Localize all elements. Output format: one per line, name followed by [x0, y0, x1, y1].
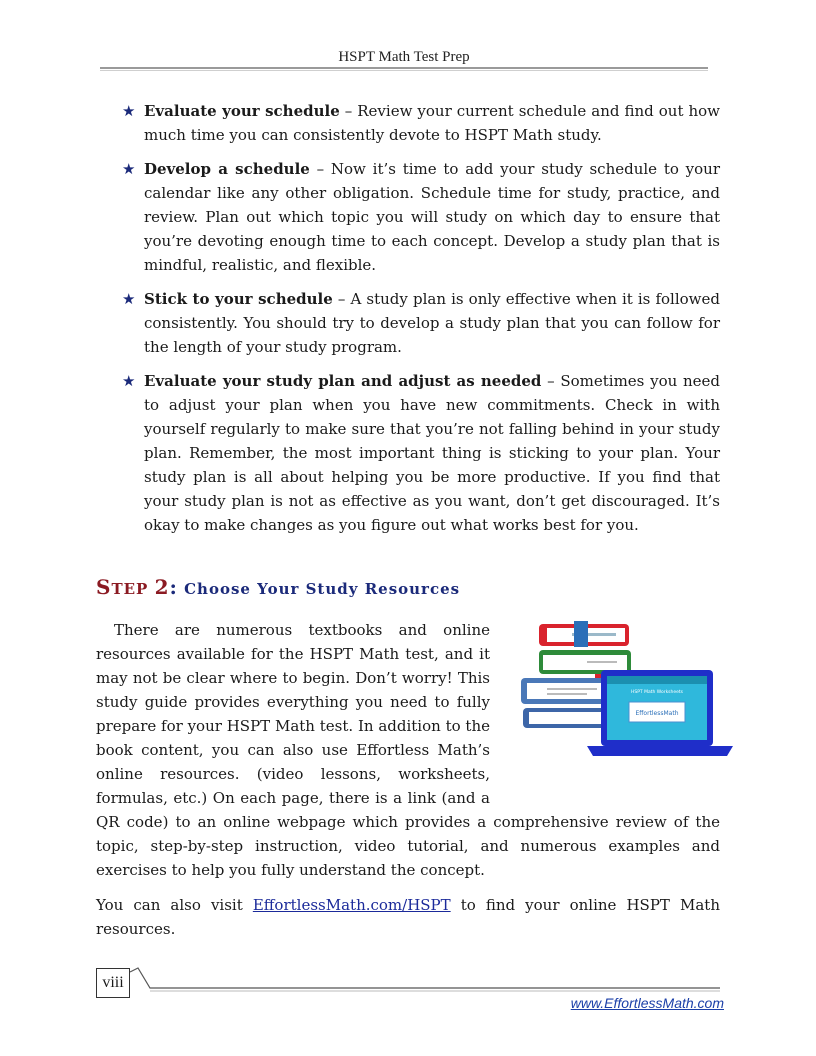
bullet-term: Develop a schedule [144, 160, 310, 178]
heading-step-number: 2 [154, 575, 170, 599]
bullet-item [122, 369, 720, 537]
resources-link[interactable]: EffortlessMath.com/HSPT [252, 896, 451, 914]
bullet-term: Evaluate your study plan and adjust as needed [144, 372, 542, 390]
visit-text-before: You can also visit [96, 896, 253, 914]
bullet-term: Evaluate your schedule [144, 102, 340, 120]
screen-title: HSPT Math Worksheets [630, 690, 684, 695]
bullet-item [122, 157, 720, 277]
page-number: viii [96, 968, 130, 998]
heading-initial: S [96, 575, 112, 599]
bullet-text: – Now it’s time to add your study schedule to your calendar like any other obligation. Schedule time for study, practice, and review. Plan out which topic you will study on which day to ensure that you’re devoting enough time to each concept. Develop a study plan that is mindful, realistic, and flexible. [144, 160, 720, 274]
schedule-bullet-list [122, 99, 720, 547]
star-icon: ★ [122, 160, 136, 178]
resources-text: There are numerous textbooks and online resources available for the HSPT Math test, and it may not be clear where to begin. Don’t worry! This study guide provides everything you need to fully prepare for your HSPT Math test. In addition to the book content, you can also use Effortless Math’s online resources. (video lessons, worksheets, formulas, etc.) On each page, there is a link (and a QR code) to an online webpage which provides a comprehensive review of the topic, step-by-step instruction, video tutorial, and numerous examples and exercises to help you fully understand the concept. [96, 621, 720, 879]
heading-title: Choose Your Study Resources [177, 580, 461, 598]
bullet-text: – A study plan is only effective when it is followed consistently. You should try to develop a study plan that you can follow for the length of your study program. [144, 290, 721, 356]
header-title: HSPT Math Test Prep [338, 49, 470, 65]
bullet-item [122, 99, 720, 147]
bullet-text: – Sometimes you need to adjust your plan when you have new commitments. Check in with yourself regularly to make sure that you’re not falling behind in your study plan. Remember, the most important thing is sticking to your plan. Your study plan is all about helping you be more productive. If you find that your study plan is not as effective as you want, don’t get discouraged. It’s okay to make changes as you figure out what works best for you. [144, 372, 720, 534]
header-rule [100, 67, 708, 69]
screen-logo: EffortlessMath [635, 710, 679, 717]
star-icon: ★ [122, 290, 136, 308]
heading-colon: : [169, 575, 178, 599]
header-rule-thin [100, 70, 708, 71]
bullet-item [122, 287, 720, 359]
books-laptop-illustration [517, 620, 735, 765]
star-icon: ★ [122, 372, 136, 390]
section-heading [96, 575, 460, 599]
visit-paragraph [96, 893, 720, 941]
bullet-term: Stick to your schedule [144, 290, 333, 308]
footer-website-link[interactable]: www.EffortlessMath.com [570, 995, 724, 1011]
bullet-text: – Review your current schedule and find out how much time you can consistently devote to HSPT Math study. [144, 102, 720, 144]
visit-text-after: to find your online HSPT Math resources. [96, 896, 720, 938]
heading-step-word: TEP [111, 580, 155, 598]
star-icon: ★ [122, 102, 136, 120]
